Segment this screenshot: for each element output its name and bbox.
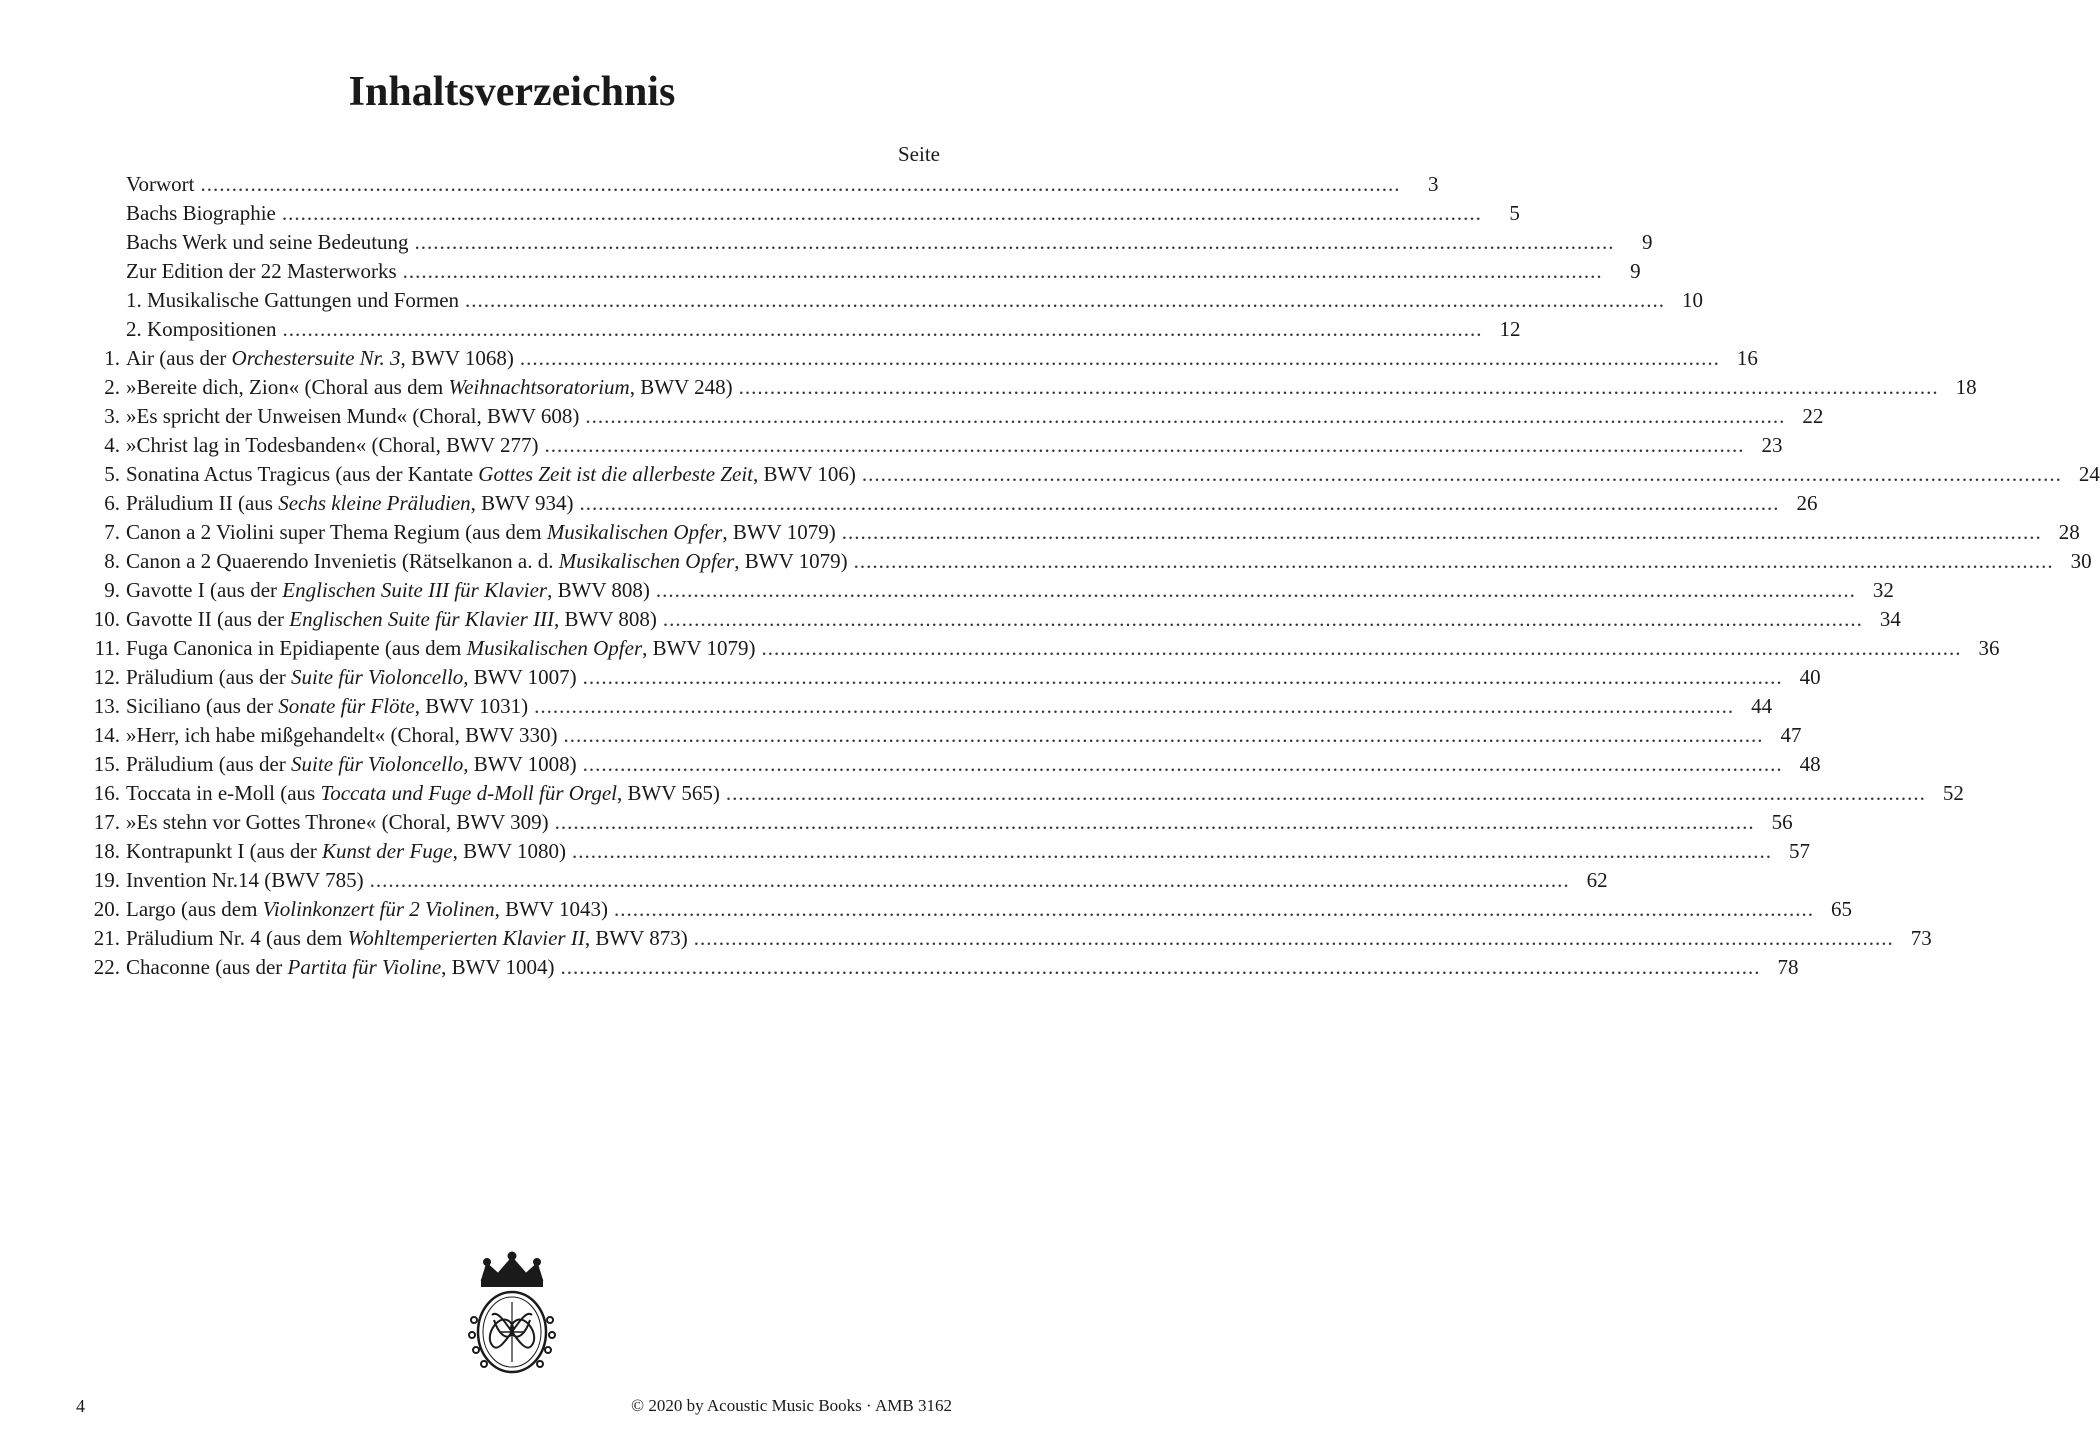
toc-entry-title: Bachs Werk und seine Bedeutung	[126, 230, 409, 254]
toc-entry-page: 36	[1978, 636, 2000, 660]
toc-entry	[80, 953, 1799, 982]
toc-entry-title: Toccata in e-Moll (aus Toccata und Fuge d-Moll für Orgel, BWV 565)	[126, 781, 720, 805]
toc-entry-title: »Es spricht der Unweisen Mund« (Choral, BWV 608)	[126, 404, 580, 428]
toc-entry-page: 57	[1788, 839, 1810, 863]
toc-entry-page: 73	[1910, 926, 1932, 950]
dot-leader	[663, 605, 1863, 634]
toc-entry-page: 9	[1630, 259, 1641, 283]
toc-entry-page: 34	[1879, 607, 1901, 631]
toc-entry-title: Fuga Canonica in Epidiapente (aus dem Musikalischen Opfer, BWV 1079)	[126, 636, 756, 660]
dot-leader	[370, 866, 1570, 895]
copyright-notice: © 2020 by Acoustic Music Books · AMB 3162	[631, 1396, 952, 1415]
toc-entry-number: 11.	[94, 636, 120, 660]
dot-leader	[465, 286, 1665, 315]
toc-entry-page: 23	[1761, 433, 1783, 457]
dot-leader	[739, 373, 1939, 402]
toc-entry-page: 48	[1799, 752, 1821, 776]
toc-entry-title: Bachs Biographie	[126, 201, 276, 225]
toc-entry-title: »Bereite dich, Zion« (Choral aus dem Weihnachtsoratorium, BWV 248)	[126, 375, 733, 399]
toc-entry-title: Chaconne (aus der Partita für Violine, BWV 1004)	[126, 955, 555, 979]
toc-entry	[80, 866, 1608, 895]
dot-leader	[200, 170, 1400, 199]
toc-entry-title: Vorwort	[126, 172, 195, 196]
toc-entry-page: 16	[1736, 346, 1758, 370]
toc-entry-number: 9.	[104, 578, 120, 602]
toc-entry-number: 18.	[93, 839, 120, 863]
toc-entry-number: 22.	[93, 955, 120, 979]
page-column-header: Seite	[898, 142, 940, 166]
toc-entry	[80, 750, 1821, 779]
toc-entry-number: 1.	[104, 346, 120, 370]
toc-entry-title: Air (aus der Orchestersuite Nr. 3, BWV 1068)	[126, 346, 514, 370]
dot-leader	[694, 924, 1894, 953]
toc-entry	[80, 837, 1810, 866]
toc-entry	[80, 605, 1901, 634]
toc-entry-number: 7.	[104, 520, 120, 544]
dot-leader	[580, 489, 1780, 518]
toc-entry	[80, 228, 1653, 257]
toc-entry-page: 10	[1682, 288, 1704, 312]
toc-entry	[80, 402, 1824, 431]
toc-entry-title: »Es stehn vor Gottes Throne« (Choral, BWV 309)	[126, 810, 549, 834]
toc-entry-number: 14.	[93, 723, 120, 747]
toc-entry-page: 65	[1830, 897, 1852, 921]
dot-leader	[761, 634, 1961, 663]
toc-entry-number: 12.	[93, 665, 120, 689]
toc-entry	[80, 315, 1521, 344]
toc-entry	[80, 286, 1704, 315]
toc-entry-title: Präludium (aus der Suite für Violoncello, BWV 1008)	[126, 752, 577, 776]
toc-entry-page: 5	[1509, 201, 1520, 225]
toc-entry-page: 56	[1771, 810, 1793, 834]
toc-entry-page: 40	[1799, 665, 1821, 689]
toc-entry	[80, 634, 2000, 663]
toc-entry	[80, 489, 1818, 518]
toc-entry-page: 47	[1780, 723, 1802, 747]
toc-entry	[80, 808, 1793, 837]
toc-entry-title: Sonatina Actus Tragicus (aus der Kantate Gottes Zeit ist die allerbeste Zeit, BWV 106)	[126, 462, 856, 486]
toc-entry-number: 20.	[93, 897, 120, 921]
toc-entry-number: 8.	[104, 549, 120, 573]
toc-entry-number: 15.	[93, 752, 120, 776]
toc-entry-page: 30	[2070, 549, 2092, 573]
toc-entry-number: 13.	[93, 694, 120, 718]
toc-entry	[80, 170, 1439, 199]
dot-leader	[585, 402, 1785, 431]
toc-entry-title: Gavotte II (aus der Englischen Suite für Klavier III, BWV 808)	[126, 607, 657, 631]
toc-entry-page: 22	[1802, 404, 1824, 428]
toc-entry	[80, 779, 1964, 808]
toc-entry-page: 12	[1499, 317, 1521, 341]
dot-leader	[415, 228, 1615, 257]
toc-entry-title: Canon a 2 Quaerendo Invenietis (Rätselkanon a. d. Musikalischen Opfer, BWV 1079)	[126, 549, 848, 573]
toc-entry-title: Zur Edition der 22 Masterworks	[126, 259, 397, 283]
toc-entry-number: 19.	[93, 868, 120, 892]
dot-leader	[572, 837, 1772, 866]
toc-entry-number: 10.	[93, 607, 120, 631]
toc-entry-title: Präludium II (aus Sechs kleine Präludien, BWV 934)	[126, 491, 574, 515]
toc-entry-number: 4.	[104, 433, 120, 457]
toc-entry	[80, 431, 1783, 460]
toc-entry-page: 52	[1942, 781, 1964, 805]
toc-entry-number: 16.	[93, 781, 120, 805]
page-title: Inhaltsverzeichnis	[348, 69, 676, 115]
toc-entry	[80, 721, 1802, 750]
toc-entry-number: 5.	[104, 462, 120, 486]
table-of-contents	[80, 170, 2100, 982]
toc-entry-title: Kontrapunkt I (aus der Kunst der Fuge, BWV 1080)	[126, 839, 566, 863]
dot-leader	[544, 431, 1744, 460]
dot-leader	[583, 750, 1783, 779]
toc-entry-title: Siciliano (aus der Sonate für Flöte, BWV 1031)	[126, 694, 529, 718]
dot-leader	[283, 315, 1483, 344]
toc-entry-title: 2. Kompositionen	[126, 317, 277, 341]
toc-entry-page: 24	[2078, 462, 2100, 486]
toc-entry	[80, 373, 1977, 402]
toc-entry	[80, 895, 1852, 924]
toc-entry-title: 1. Musikalische Gattungen und Formen	[126, 288, 460, 312]
toc-entry	[80, 460, 2100, 489]
toc-entry-page: 62	[1586, 868, 1608, 892]
toc-entry-number: 6.	[104, 491, 120, 515]
dot-leader	[614, 895, 1814, 924]
dot-leader	[282, 199, 1482, 228]
page-number: 4	[76, 1396, 85, 1416]
dot-leader	[854, 547, 2054, 576]
dot-leader	[862, 460, 2062, 489]
toc-entry-title: Gavotte I (aus der Englischen Suite III für Klavier, BWV 808)	[126, 578, 650, 602]
dot-leader	[534, 692, 1734, 721]
toc-entry-title: Präludium (aus der Suite für Violoncello, BWV 1007)	[126, 665, 577, 689]
toc-entry	[80, 257, 1641, 286]
toc-entry-page: 3	[1427, 172, 1439, 196]
toc-entry-page: 78	[1777, 955, 1799, 979]
toc-entry-number: 3.	[104, 404, 120, 428]
toc-entry-title: Präludium Nr. 4 (aus dem Wohltemperierten Klavier II, BWV 873)	[126, 926, 688, 950]
toc-entry	[80, 924, 1932, 953]
dot-leader	[561, 953, 1761, 982]
toc-entry	[80, 576, 1894, 605]
toc-entry-title: »Herr, ich habe mißgehandelt« (Choral, BWV 330)	[126, 723, 558, 747]
toc-entry-title: Largo (aus dem Violinkonzert für 2 Violinen, BWV 1043)	[126, 897, 608, 921]
toc-entry-title: »Christ lag in Todesbanden« (Choral, BWV 277)	[126, 433, 539, 457]
toc-entry-number: 17.	[93, 810, 120, 834]
toc-entry-number: 21.	[93, 926, 120, 950]
dot-leader	[656, 576, 1856, 605]
dot-leader	[726, 779, 1926, 808]
toc-entry	[80, 518, 2080, 547]
dot-leader	[583, 663, 1783, 692]
bach-monogram-seal-icon	[462, 1250, 562, 1380]
toc-entry-page: 44	[1751, 694, 1773, 718]
toc-entry	[80, 663, 1821, 692]
toc-entry-page: 28	[2058, 520, 2080, 544]
dot-leader	[563, 721, 1763, 750]
toc-entry	[80, 199, 1520, 228]
dot-leader	[842, 518, 2042, 547]
toc-entry	[80, 692, 1773, 721]
toc-entry-title: Canon a 2 Violini super Thema Regium (aus dem Musikalischen Opfer, BWV 1079)	[126, 520, 836, 544]
toc-entry-page: 26	[1796, 491, 1818, 515]
toc-entry-title: Invention Nr.14 (BWV 785)	[126, 868, 364, 892]
toc-entry-number: 2.	[104, 375, 120, 399]
dot-leader	[520, 344, 1720, 373]
toc-entry-page: 32	[1872, 578, 1894, 602]
dot-leader	[555, 808, 1755, 837]
dot-leader	[403, 257, 1603, 286]
toc-entry	[80, 547, 2092, 576]
toc-entry-page: 18	[1955, 375, 1977, 399]
toc-entry	[80, 344, 1758, 373]
toc-entry-page: 9	[1642, 230, 1653, 254]
